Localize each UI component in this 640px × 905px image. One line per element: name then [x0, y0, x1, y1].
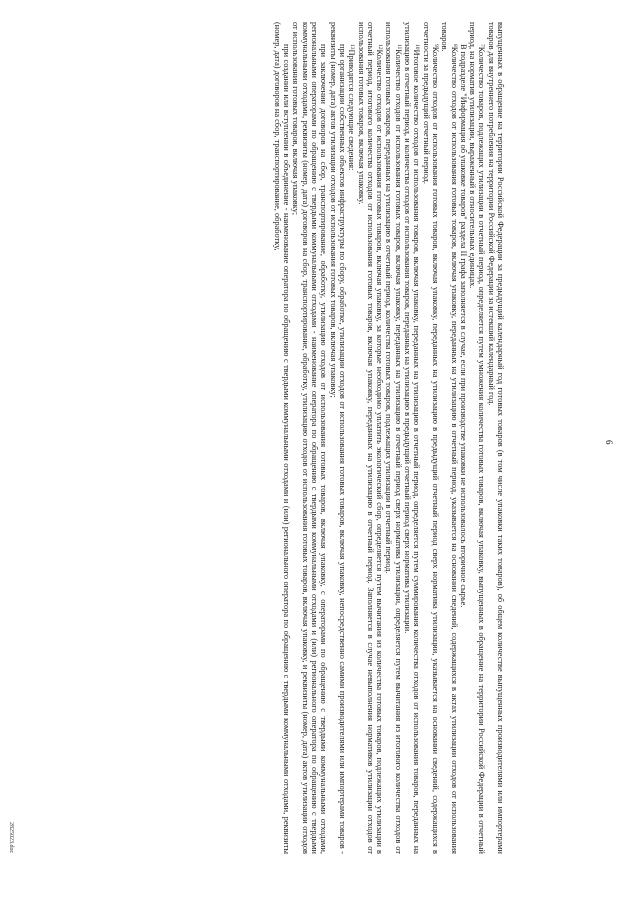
- paragraph-text: Количество отходов от использования готовых товаров, включая упаковку, переданных на утилизацию в отчетный период, указывается на основании сведений, содержащихся в актах утилизации отходов от использования товаров.: [440, 22, 459, 854]
- body-paragraph: [328, 22, 347, 854]
- page-number: 6: [604, 440, 614, 445]
- doc-name-area: [8, 822, 28, 882]
- footnote-marker: 12: [377, 44, 384, 50]
- body-text: [75, 22, 505, 854]
- body-paragraph: [273, 22, 292, 854]
- footnote-marker: 9: [432, 44, 439, 47]
- page-number-area: [600, 160, 640, 760]
- footnote-marker: 7: [479, 44, 486, 47]
- body-paragraph: [347, 22, 356, 854]
- paragraph-text: Количество отходов от использования готовых товаров, включая упаковку, переданных на утилизацию в предыдущий отчетный период сверх норматива утилизации, указывается на основании сведений, содержащихся в отчетности за предыдущий отчетный период.: [421, 22, 440, 854]
- body-paragraph: [403, 22, 422, 854]
- body-paragraph: [421, 22, 440, 854]
- paragraph-text: Количество отходов от использования готовых товаров, включая упаковку, за которые необходимо уплатить экологический сбор, определяется путем вычитания из количества готовых товаров, подлежащих утилизации в отчетный период, итогового количества отходов от использования готовых товаров, включая упаковку, переданных на утилизацию в отчетный период. Заполняется в случае невыполнения нормативов утилизации отходов от использования готовых товаров, включая упаковку.: [356, 22, 385, 854]
- rotated-text-column: [75, 22, 505, 854]
- paragraph-text: при создании или вступлении в объединение - наименование оператора по обращению с твердыми коммунальными отходами и (или) регионального оператора по обращению с твердыми коммунальными отходами, реквизиты (номер, дата) договоров на сбор, транспортирование, обработку,: [272, 22, 292, 854]
- paragraph-text: при заключении договоров на сбор, транспортирование, обработку, утилизацию отходов от использования готовых товаров, включая упаковку, с операторами по обращению с твердыми коммунальными отходами, региональными операторами по обращению с твердыми коммунальными отходами - наименование оператора по обращению с твердыми коммунальными отходами и (или) регионального оператора по обращению с твердыми коммунальными отходами, реквизиты (номер, дата) договоров на сбор, транспортирование, обработку, утилизацию отходов от использования готовых товаров, включая упаковку, и реквизиты (номер, дата) актов утилизации отходов от использования готовых товаров, включая упаковку;: [291, 22, 329, 854]
- paragraph-text: Количество отходов от использования готовых товаров, включая упаковку, переданных на утилизацию в отчетный период сверх норматива утилизации, определяется путем вычитания из итогового количества отходов от использования готовых товаров, переданных на утилизацию в отчетный период, количества готовых товаров, подлежащих утилизации в отчетный период.: [384, 22, 403, 854]
- body-paragraph: [291, 22, 328, 854]
- footnote-marker: 13: [349, 44, 356, 50]
- footnote-marker: 11: [395, 44, 402, 50]
- footnote-marker: 10: [414, 44, 421, 50]
- paragraph-text: при организации собственных объектов инфраструктуры по сбору, обработке, утилизации отходов от использования готовых товаров, включая упаковку, непосредственно самими производителями или импортерами товаров - реквизиты (номер, дата) актов утилизации отходов от использования готовых товаров, включая упаковку;: [328, 22, 347, 854]
- footnote-marker: 8: [451, 44, 458, 47]
- paragraph-text: Приводятся следующие сведения:: [347, 49, 357, 171]
- body-paragraph: [384, 22, 403, 854]
- body-paragraph: [468, 22, 487, 854]
- document-filename: 2825023.doc: [8, 822, 14, 854]
- paragraph-text: Количество товаров, подлежащих утилизации в отчетный период, определяется путем умножения количества готовых товаров, включая упаковку, выпущенных в обращение на территории Российской Федерации в отчетный период, на норматив утилизации, выраженный в относительных единицах.: [468, 22, 487, 854]
- paragraph-text: Итоговое количество отходов от использования товаров, включая упаковку, переданных на утилизацию в отчетный период, определяется путем суммирования количества отходов от использования товаров, переданных на утилизацию в отчетный период, и количества отходов от использования товаров, переданных на утилизацию в предыдущий отчетный период сверх норматива утилизации.: [403, 22, 422, 854]
- body-paragraph: [459, 22, 468, 854]
- paragraph-text: В подразделе "Информация об упаковке товаров" раздела II графа заполняется в случае, если при производстве упаковки не использовалось вторичное сырье.: [458, 44, 468, 608]
- body-paragraph: [440, 22, 459, 854]
- paragraph-text: выпущенных в обращение на территории Российской Федерации за предыдущий календарный год готовых товаров (в том числе упаковки таких товаров), об общем количестве выпущенных производителями или импортерами товаров для внутреннего потребления на территории Российской Федерации за истекший календарный год.: [486, 22, 505, 854]
- body-paragraph: [356, 22, 384, 854]
- body-paragraph: [486, 22, 505, 854]
